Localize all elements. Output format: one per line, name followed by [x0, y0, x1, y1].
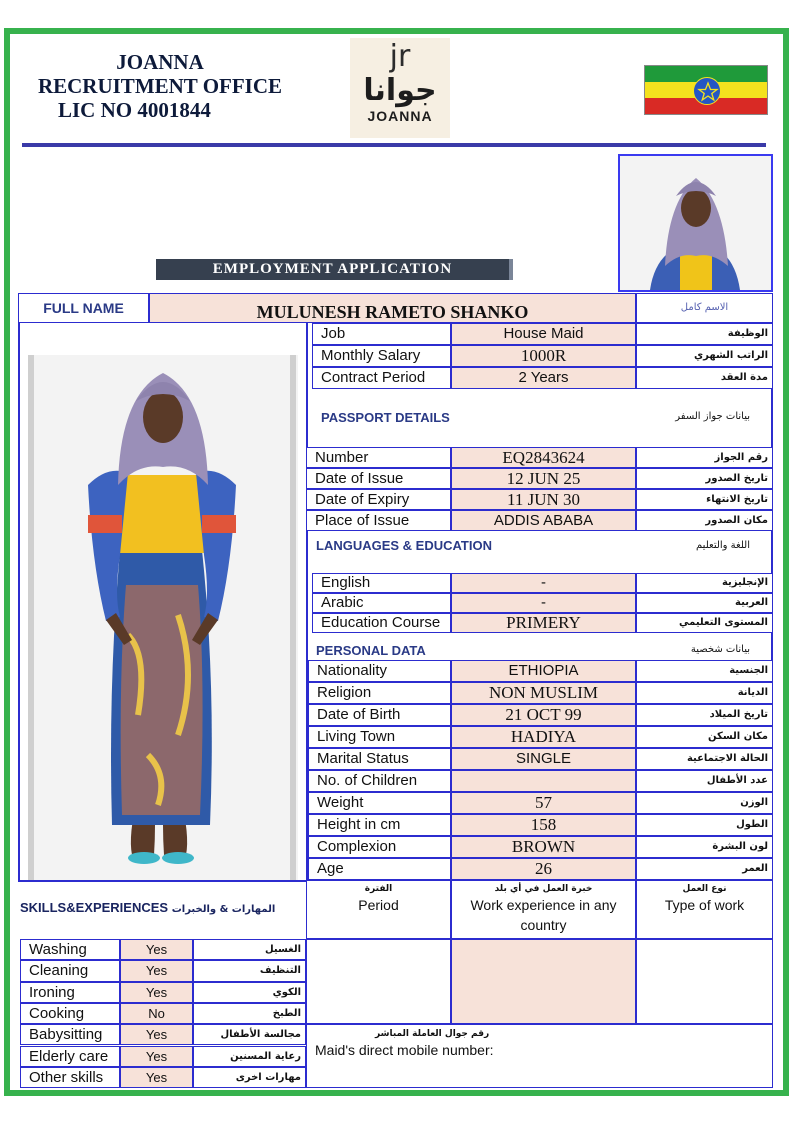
personal-label-ar: الديانة [636, 682, 773, 704]
personal-label: Age [308, 858, 451, 880]
skill-value: Yes [120, 1024, 193, 1045]
form-title: EMPLOYMENT APPLICATION [156, 259, 513, 280]
personal-label: No. of Children [308, 770, 451, 792]
skill-label: Other skills [20, 1067, 120, 1088]
personal-label-ar: الوزن [636, 792, 773, 814]
job-value: 2 Years [451, 367, 636, 389]
passport-label: Place of Issue [306, 510, 451, 531]
skill-label-ar: مجالسة الأطفال [193, 1024, 306, 1045]
job-value: House Maid [451, 323, 636, 345]
skill-label: Babysitting [20, 1024, 120, 1045]
personal-value: 57 [451, 792, 636, 814]
skill-value: Yes [120, 1046, 193, 1067]
passport-label-ar: رقم الجواز [636, 447, 773, 468]
languages-section-title-ar: اللغة والتعليم [696, 540, 750, 551]
language-value: - [451, 573, 636, 593]
office-line1: JOANNA [116, 50, 204, 74]
personal-value: SINGLE [451, 748, 636, 770]
skill-label-ar: مهارات اخرى [193, 1067, 306, 1088]
personal-label-ar: الحالة الاجتماعية [636, 748, 773, 770]
skills-section-title [20, 900, 304, 915]
skill-label: Washing [20, 939, 120, 960]
passport-label: Date of Issue [306, 468, 451, 489]
language-value: - [451, 593, 636, 613]
type-label: Type of work [664, 897, 745, 913]
logo-english: JOANNA [367, 108, 433, 124]
personal-label-ar: تاريخ الميلاد [636, 704, 773, 726]
mobile-label-ar: رقم جوال العاملة المباشر [375, 1029, 490, 1039]
language-label: Arabic [312, 593, 451, 613]
full-name-value: MULUNESH RAMETO SHANKO [149, 293, 636, 323]
passport-value: 11 JUN 30 [451, 489, 636, 510]
personal-value: BROWN [451, 836, 636, 858]
flag-emblem-icon [693, 77, 721, 105]
ethiopia-flag-icon [644, 65, 768, 115]
logo-mark: jr [389, 39, 411, 74]
language-label: English [312, 573, 451, 593]
personal-label: Nationality [308, 660, 451, 682]
personal-value: 26 [451, 858, 636, 880]
job-label: Contract Period [312, 367, 451, 389]
passport-value: ADDIS ABABA [451, 510, 636, 531]
skills-title-ar: المهارات & والخبرات [171, 904, 276, 915]
passport-value: 12 JUN 25 [451, 468, 636, 489]
logo-arabic: جوانا [363, 73, 437, 108]
personal-label-ar: العمر [636, 858, 773, 880]
joanna-logo [350, 38, 450, 138]
work-ar: خبرة العمل في أي بلد [494, 884, 593, 894]
personal-label: Date of Birth [308, 704, 451, 726]
job-label-ar: مدة العقد [636, 367, 773, 389]
personal-label-ar: عدد الأطفال [636, 770, 773, 792]
personal-value: 158 [451, 814, 636, 836]
experience-period-header [306, 880, 451, 939]
passport-label-ar: مكان الصدور [636, 510, 773, 531]
personal-value: ETHIOPIA [451, 660, 636, 682]
full-name-label-ar: الاسم كامل [636, 293, 773, 323]
language-label: Education Course [312, 613, 451, 633]
skill-value: Yes [120, 1067, 193, 1088]
skills-title: SKILLS&EXPERIENCES [20, 900, 169, 915]
experience-work-cell [451, 939, 636, 1024]
full-name-label: FULL NAME [18, 293, 149, 323]
skill-value: Yes [120, 982, 193, 1003]
personal-label: Weight [308, 792, 451, 814]
passport-label: Number [306, 447, 451, 468]
full-body-photo [28, 355, 298, 880]
license-number: LIC NO 4001844 [58, 98, 211, 122]
skill-label: Cooking [20, 1003, 120, 1024]
passport-label: Date of Expiry [306, 489, 451, 510]
job-value: 1000R [451, 345, 636, 367]
skill-label-ar: رعاية المسنين [193, 1046, 306, 1067]
personal-label: Living Town [308, 726, 451, 748]
skill-value: No [120, 1003, 193, 1024]
work-label: Work experience in any country [470, 897, 617, 933]
personal-label: Religion [308, 682, 451, 704]
office-name [20, 50, 300, 122]
skill-label-ar: التنظيف [193, 960, 306, 981]
personal-section-title: PERSONAL DATA [316, 643, 426, 658]
mobile-number-cell [306, 1024, 773, 1088]
passport-section-title-ar: بيانات جواز السفر [675, 411, 750, 422]
experience-period-cell [306, 939, 451, 1024]
skill-label: Elderly care [20, 1046, 120, 1067]
personal-label-ar: لون البشرة [636, 836, 773, 858]
skill-label: Ironing [20, 982, 120, 1003]
personal-label: Marital Status [308, 748, 451, 770]
skill-label-ar: الكوي [193, 982, 306, 1003]
skill-value: Yes [120, 960, 193, 981]
personal-label-ar: الطول [636, 814, 773, 836]
skill-label-ar: الغسيل [193, 939, 306, 960]
passport-section-title: PASSPORT DETAILS [321, 410, 450, 425]
passport-label-ar: تاريخ الصدور [636, 468, 773, 489]
office-line2: RECRUITMENT OFFICE [37, 74, 283, 98]
experience-type-cell [636, 939, 773, 1024]
personal-label: Complexion [308, 836, 451, 858]
languages-section-title: LANGUAGES & EDUCATION [316, 538, 492, 553]
personal-value [451, 770, 636, 792]
type-ar: نوع العمل [682, 884, 727, 894]
language-value: PRIMERY [451, 613, 636, 633]
period-ar: الفترة [364, 884, 393, 894]
skill-label-ar: الطبخ [193, 1003, 306, 1024]
personal-value: 21 OCT 99 [451, 704, 636, 726]
personal-value: HADIYA [451, 726, 636, 748]
personal-label-ar: مكان السكن [636, 726, 773, 748]
passport-value: EQ2843624 [451, 447, 636, 468]
personal-value: NON MUSLIM [451, 682, 636, 704]
header-divider [22, 143, 766, 147]
period-label: Period [358, 897, 399, 913]
skill-label: Cleaning [20, 960, 120, 981]
job-label-ar: الراتب الشهري [636, 345, 773, 367]
personal-section-title-ar: بيانات شخصية [690, 644, 750, 655]
job-label-ar: الوظيفة [636, 323, 773, 345]
personal-label-ar: الجنسية [636, 660, 773, 682]
passport-label-ar: تاريخ الانتهاء [636, 489, 773, 510]
mobile-label: Maid's direct mobile number: [315, 1042, 494, 1058]
language-label-ar: العربية [636, 593, 773, 613]
job-label: Job [312, 323, 451, 345]
experience-type-header [636, 880, 773, 939]
language-label-ar: المستوى التعليمي [636, 613, 773, 633]
job-label: Monthly Salary [312, 345, 451, 367]
personal-label: Height in cm [308, 814, 451, 836]
portrait-photo [618, 154, 773, 292]
skill-value: Yes [120, 939, 193, 960]
language-label-ar: الإنجليزية [636, 573, 773, 593]
left-column-border [18, 323, 20, 881]
experience-work-header [451, 880, 636, 939]
